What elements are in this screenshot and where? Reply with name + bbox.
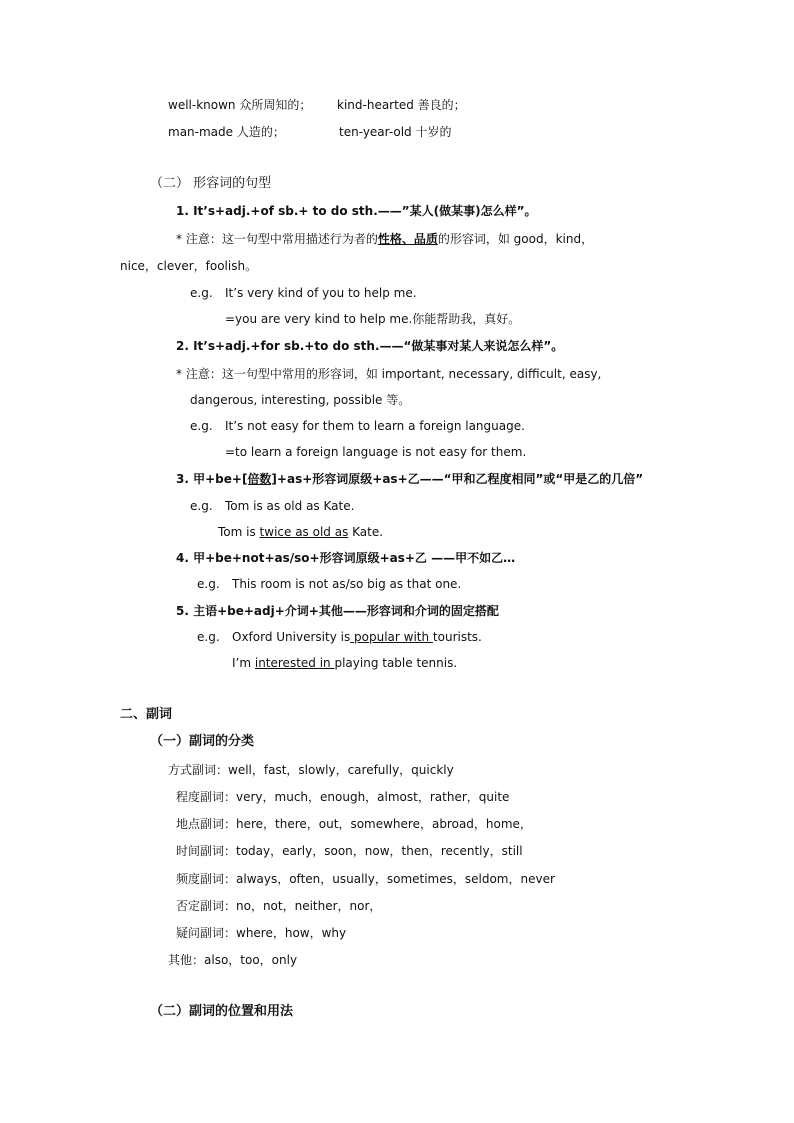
pattern-note: * 注意：这一句型中常用的形容词，如 important, necessary, difficult, easy, xyxy=(176,367,602,381)
example-sentence: =to learn a foreign language is not easy for them. xyxy=(225,445,527,459)
example-sentence: =you are very kind to help me.你能帮助我，真好。 xyxy=(225,312,521,326)
compound-word: ten-year-old 十岁的 xyxy=(339,125,452,139)
adverb-category: 程度副词：very，much，enough，almost，rather，quite xyxy=(176,790,510,804)
example-label: e.g. xyxy=(190,286,213,300)
adverb-category: 时间副词：today，early，soon，now，then，recently，still xyxy=(176,844,523,858)
example-text: Oxford University is xyxy=(232,630,351,644)
example-sentence: It’s not easy for them to learn a foreign language. xyxy=(225,419,525,433)
adverb-category: 疑问副词：where，how，why xyxy=(176,926,347,940)
adverb-category: 地点副词：here，there，out，somewhere，abroad，home， xyxy=(176,817,532,831)
adverb-category: 频度副词：always，often，usually，sometimes，seldom，never xyxy=(176,872,555,886)
example-text: I’m xyxy=(232,656,255,670)
note-text: 的形容词，如 good，kind， xyxy=(437,232,594,246)
pattern-title xyxy=(176,471,643,487)
title-underlined-text: [倍数] xyxy=(241,472,277,486)
section-heading: （二） 形容词的句型 xyxy=(150,176,272,191)
subsection-heading: （一）副词的分类 xyxy=(150,734,255,749)
compound-word: kind-hearted 善良的； xyxy=(337,98,466,112)
example-label: e.g. xyxy=(190,419,213,433)
example-sentence: It’s very kind of you to help me. xyxy=(225,286,417,300)
pattern-note xyxy=(176,231,593,247)
example-label: e.g. xyxy=(197,577,220,591)
example-label: e.g. xyxy=(190,499,213,513)
adverb-category: 方式副词：well，fast，slowly，carefully，quickly xyxy=(168,763,454,777)
example-text: playing table tennis. xyxy=(334,656,458,670)
example-sentence: This room is not as/so big as that one. xyxy=(232,577,462,591)
example-sentence xyxy=(232,655,457,671)
section-heading: 二、副词 xyxy=(120,707,173,722)
title-text: +as+形容词原级+as+乙——“甲和乙程度相同”或“甲是乙的几倍” xyxy=(276,472,644,486)
pattern-title: 5. 主语+be+adj+介词+其他——形容词和介词的固定搭配 xyxy=(176,604,499,618)
pattern-note-continued: dangerous, interesting, possible 等。 xyxy=(190,393,411,407)
example-underlined-text: twice as old as xyxy=(259,525,349,539)
example-label: e.g. xyxy=(197,630,220,644)
adverb-category: 否定副词：no，not，neither，nor， xyxy=(176,899,382,913)
example-text: Tom is xyxy=(218,525,260,539)
compound-word: well-known 众所周知的； xyxy=(168,98,312,112)
example-text: tourists. xyxy=(432,630,482,644)
example-underlined-text: popular with xyxy=(350,630,433,644)
example-sentence xyxy=(232,629,482,645)
example-sentence: Tom is as old as Kate. xyxy=(225,499,355,513)
example-text: Kate. xyxy=(348,525,384,539)
example-underlined-text: interested in xyxy=(254,656,335,670)
title-text: 3. 甲+be+ xyxy=(176,472,242,486)
compound-word: man-made 人造的； xyxy=(168,125,285,139)
subsection-heading: （二）副词的位置和用法 xyxy=(150,1004,294,1019)
pattern-title: 1. It’s+adj.+of sb.+ to do sth.——”某人(做某事)怎么样”。 xyxy=(176,204,537,218)
adverb-category: 其他：also，too，only xyxy=(168,953,298,967)
pattern-note-continued: nice，clever，foolish。 xyxy=(120,259,258,273)
example-sentence xyxy=(218,524,383,540)
pattern-title: 2. It’s+adj.+for sb.+to do sth.——“做某事对某人来说怎么样”。 xyxy=(176,339,564,353)
pattern-title: 4. 甲+be+not+as/so+形容词原级+as+乙 ——甲不如乙… xyxy=(176,551,516,565)
note-text: * 注意：这一句型中常用描述行为者的 xyxy=(176,232,378,246)
note-underlined-text: 性格、品质 xyxy=(377,232,438,246)
